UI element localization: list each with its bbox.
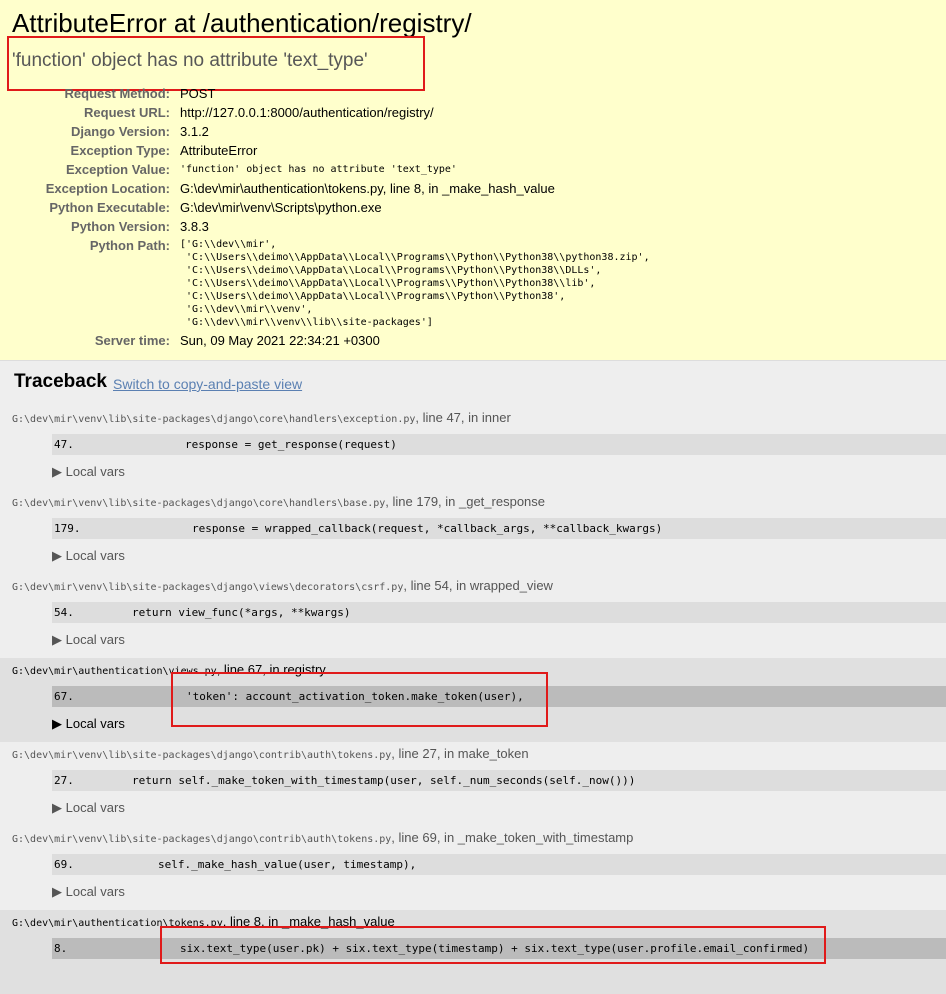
line-number: 27. [54, 774, 74, 787]
frame-function: , line 69, in _make_token_with_timestamp [391, 830, 634, 845]
meta-value: AttributeError [180, 143, 258, 158]
meta-value: Sun, 09 May 2021 22:34:21 +0300 [180, 333, 380, 348]
meta-key: Server time: [94, 333, 170, 348]
source-code: 'token': account_activation_token.make_token(user), [186, 690, 524, 703]
exception-value-heading: 'function' object has no attribute 'text_type' [12, 50, 368, 71]
source-code: response = get_response(request) [185, 438, 397, 451]
annotation-box [171, 672, 548, 727]
frame-function: , line 47, in inner [415, 410, 511, 425]
meta-key: Exception Value: [65, 162, 170, 177]
meta-key: Exception Location: [45, 181, 170, 196]
frame-file-path: G:\dev\mir\venv\lib\site-packages\django\contrib\auth\tokens.py [12, 834, 392, 845]
local-vars-toggle[interactable]: ▶ Local vars [52, 800, 125, 815]
frame-function: , line 54, in wrapped_view [403, 578, 553, 593]
local-vars-toggle[interactable]: ▶ Local vars [52, 548, 125, 563]
line-number: 47. [54, 438, 74, 451]
local-vars-toggle[interactable]: ▶ Local vars [52, 632, 125, 647]
context-line[interactable] [52, 770, 946, 791]
source-code: six.text_type(user.pk) + six.text_type(timestamp) + six.text_type(user.profile.email_confirmed) [180, 942, 810, 955]
source-code: return view_func(*args, **kwargs) [132, 606, 351, 619]
source-code: self._make_hash_value(user, timestamp), [158, 858, 417, 871]
line-number: 54. [54, 606, 74, 619]
meta-key: Python Version: [71, 219, 170, 234]
meta-key: Request Method: [64, 86, 170, 101]
context-line[interactable] [52, 854, 946, 875]
frame-location [12, 494, 545, 509]
frame-location [12, 746, 529, 761]
frame-file-path: G:\dev\mir\venv\lib\site-packages\django\contrib\auth\tokens.py [12, 750, 392, 761]
line-number: 8. [54, 942, 68, 955]
line-number: 67. [54, 690, 74, 703]
frame-location [12, 830, 633, 845]
frame-location [12, 410, 511, 425]
meta-key: Request URL: [84, 105, 170, 120]
meta-value: http://127.0.0.1:8000/authentication/registry/ [180, 105, 434, 120]
context-line[interactable] [52, 518, 946, 539]
meta-key: Python Path: [89, 238, 170, 253]
meta-key: Python Executable: [49, 200, 170, 215]
python-path-value: ['G:\\dev\\mir', 'C:\\Users\\deimo\\AppData\\Local\\Programs\\Python\\Python38\\python38.zip', 'C:\\Users\\deimo\\AppData\\Local\\Programs\\Python\\Python38\\DLLs', 'C:\\Users\\deimo\\AppData\\Local\\Programs\\Python\\Python38\\lib', 'C:\\Users\\deimo\\AppData\\Local\\Programs\\Python\\Python38', 'G:\\dev\\mir\\venv', 'G:\\dev\\mir\\venv\\lib\\site-packages'] [180, 239, 650, 328]
meta-key: Exception Type: [70, 143, 170, 158]
frame-file-path: G:\dev\mir\venv\lib\site-packages\django\views\decorators\csrf.py [12, 582, 404, 593]
annotation-box [160, 926, 826, 964]
local-vars-toggle[interactable]: ▶ Local vars [52, 716, 125, 731]
frame-function: , line 67, in registry [216, 662, 326, 677]
frame-location [12, 578, 553, 593]
line-number: 179. [54, 522, 81, 535]
local-vars-toggle[interactable]: ▶ Local vars [52, 464, 125, 479]
local-vars-toggle[interactable]: ▶ Local vars [52, 884, 125, 899]
meta-value: G:\dev\mir\venv\Scripts\python.exe [180, 200, 382, 215]
line-number: 69. [54, 858, 74, 871]
frame-function: , line 27, in make_token [391, 746, 529, 761]
frame-function: , line 179, in _get_response [385, 494, 546, 509]
meta-value: 3.8.3 [180, 219, 209, 234]
meta-key: Django Version: [71, 124, 170, 139]
frame-file-path: G:\dev\mir\authentication\tokens.py [12, 918, 223, 929]
meta-value: G:\dev\mir\authentication\tokens.py, line 8, in _make_hash_value [180, 181, 555, 196]
context-line[interactable] [52, 602, 946, 623]
frame-function: , line 8, in _make_hash_value [222, 914, 395, 929]
meta-value: 'function' object has no attribute 'text_type' [180, 164, 457, 175]
annotation-box-exception [7, 36, 425, 91]
meta-value: POST [180, 86, 216, 101]
page-title: AttributeError at /authentication/registry/ [12, 8, 472, 38]
frame-file-path: G:\dev\mir\venv\lib\site-packages\django\core\handlers\exception.py [12, 414, 416, 425]
frame-file-path: G:\dev\mir\authentication\views.py [12, 666, 217, 677]
error-summary [0, 0, 946, 361]
source-code: response = wrapped_callback(request, *callback_args, **callback_kwargs) [192, 522, 663, 535]
switch-to-copy-paste-link[interactable]: Switch to copy-and-paste view [113, 376, 303, 392]
traceback-heading: Traceback [14, 371, 107, 392]
context-line[interactable] [52, 434, 946, 455]
source-code: return self._make_token_with_timestamp(user, self._num_seconds(self._now())) [132, 774, 636, 787]
frame-file-path: G:\dev\mir\venv\lib\site-packages\django\core\handlers\base.py [12, 498, 386, 509]
meta-value: 3.1.2 [180, 124, 209, 139]
